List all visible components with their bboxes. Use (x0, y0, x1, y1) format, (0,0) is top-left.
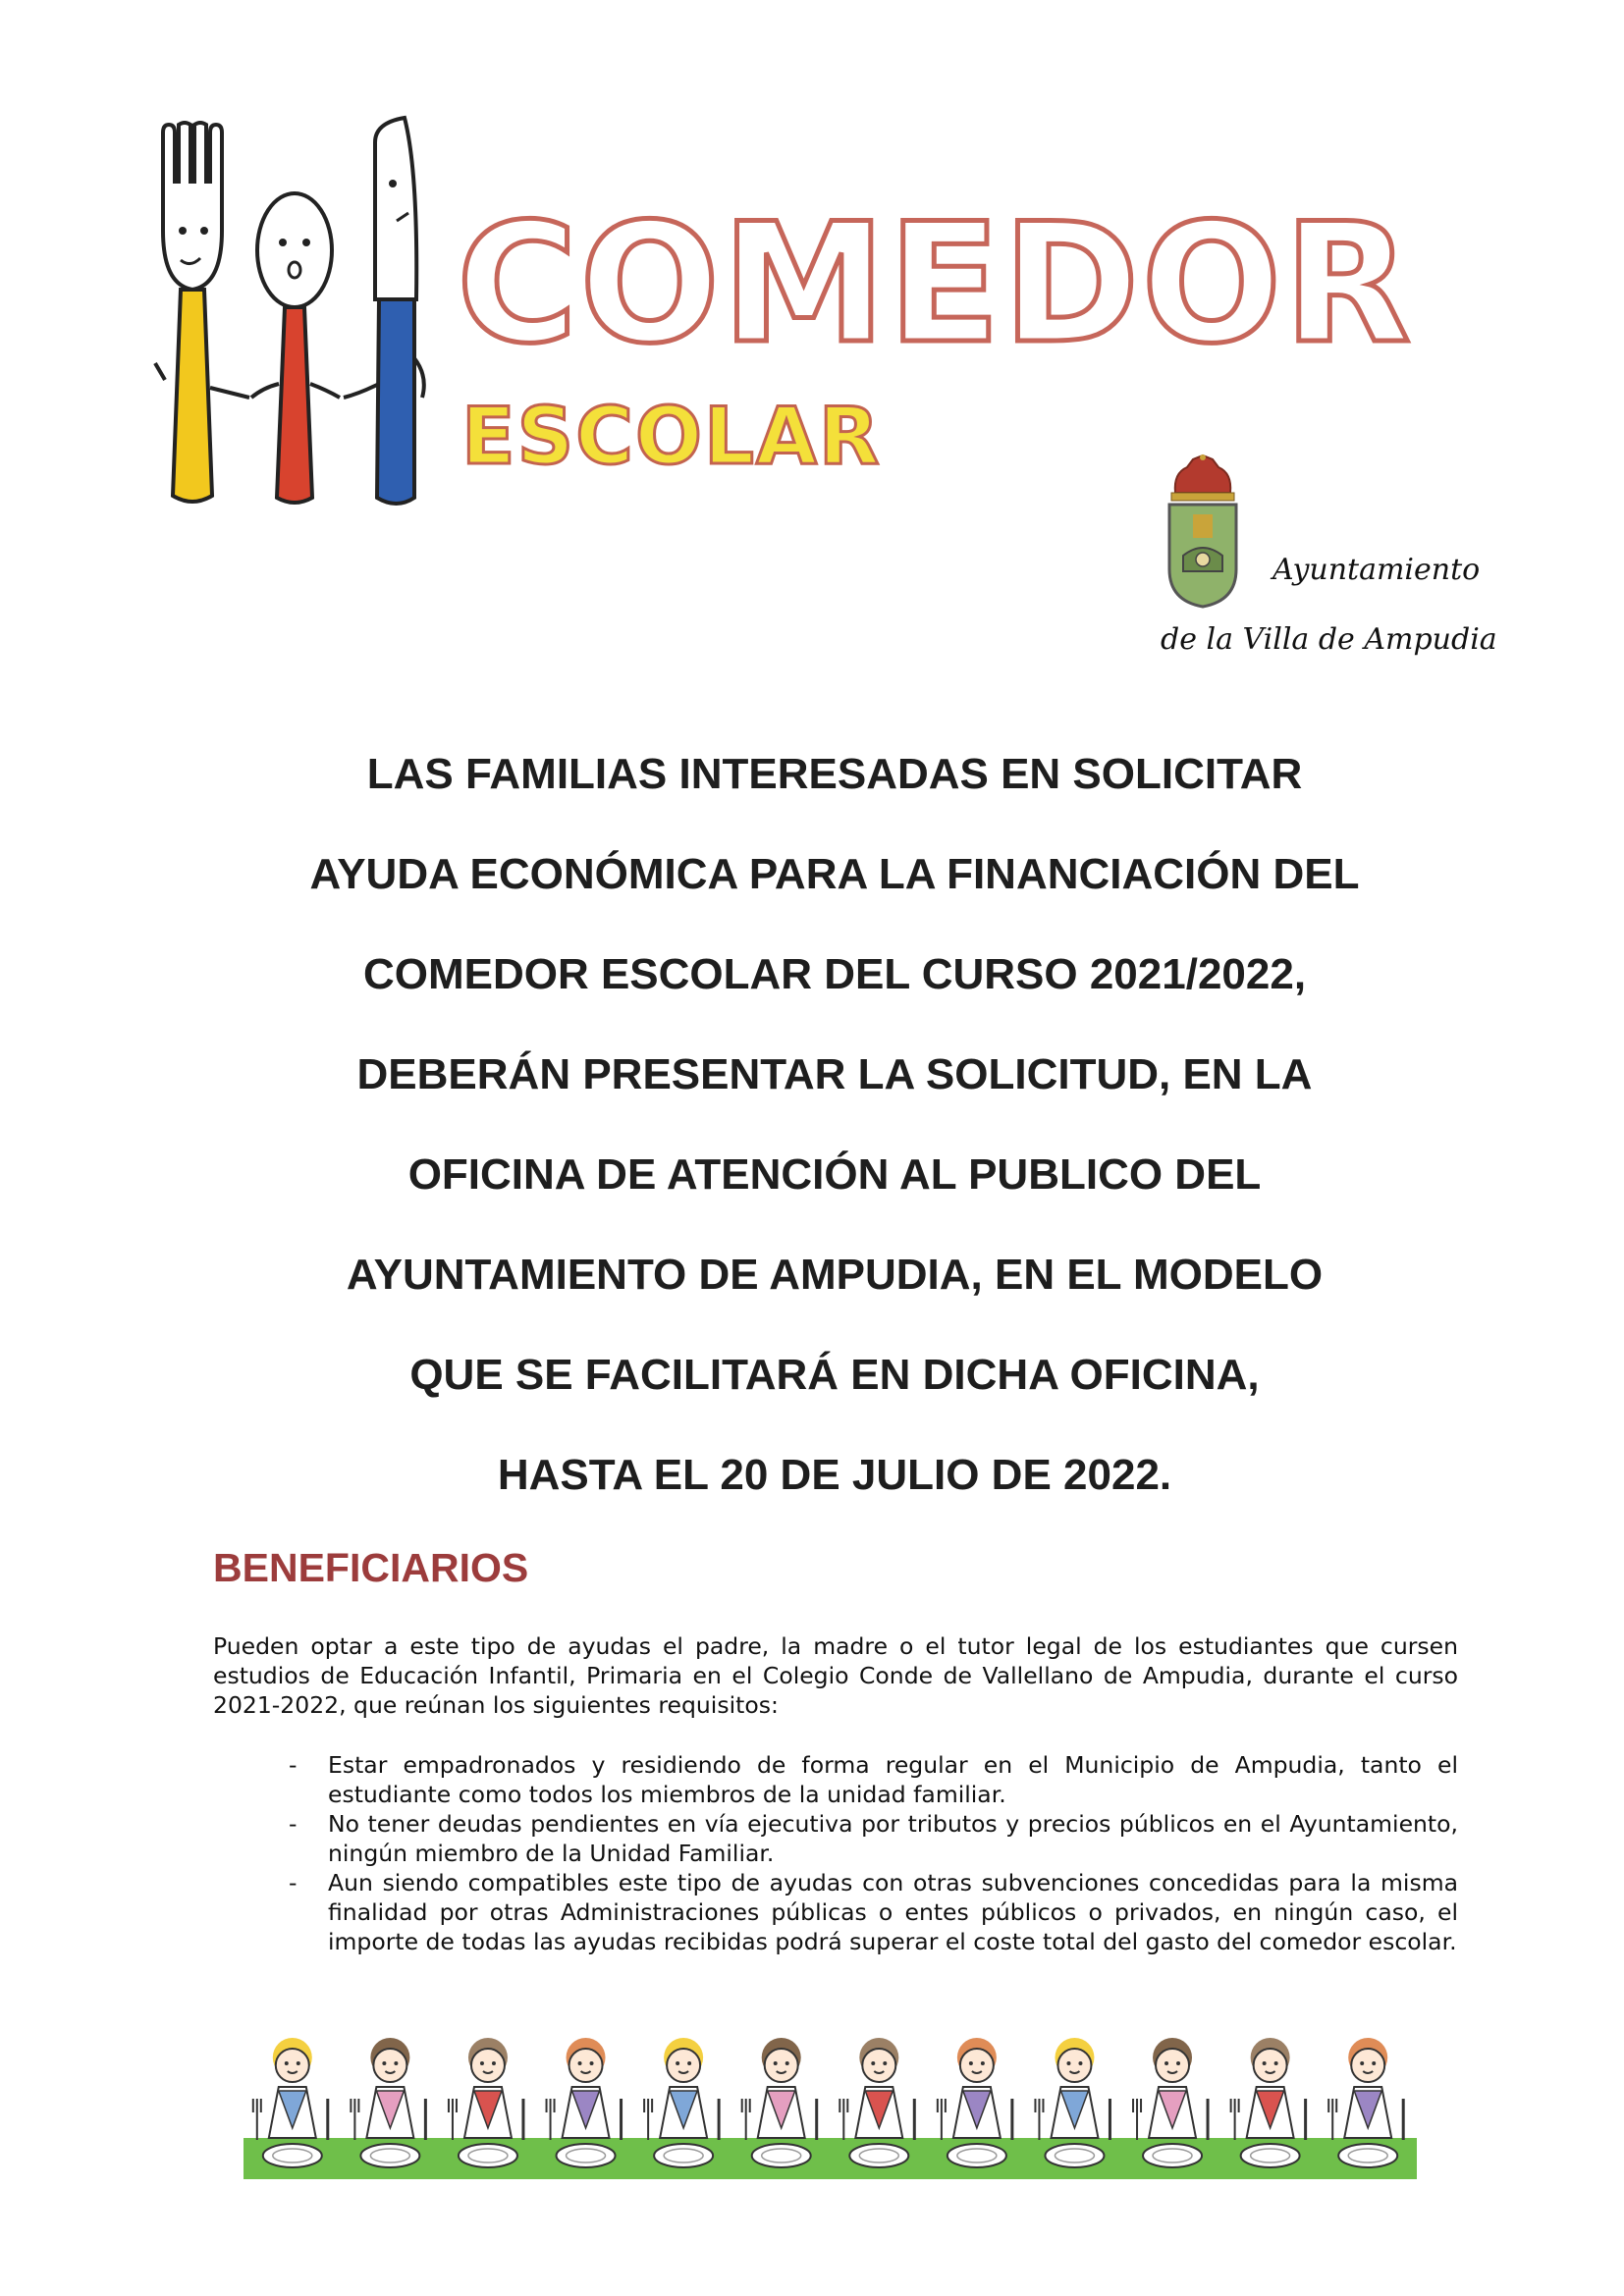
cutlery-characters-icon (147, 113, 442, 515)
list-item (285, 1750, 1458, 1809)
list-item-text: Aun siendo compatibles este tipo de ayudas con otras subvenciones concedidas para la misma finalidad por otras Administraciones públicas o entes públicos o privados, en ningún caso, el importe de todas las ayudas recibidas podrá superar el coste total del gasto del comedor escolar. (328, 1869, 1458, 1955)
headline-line: OFICINA DE ATENCIÓN AL PUBLICO DEL (407, 1150, 1262, 1199)
list-dash: - (289, 1869, 298, 1896)
headline-line: AYUNTAMIENTO DE AMPUDIA, EN EL MODELO (346, 1251, 1324, 1299)
town-name-line1: Ayuntamiento (1272, 553, 1481, 587)
list-item-text: Estar empadronados y residiendo de forma regular en el Municipio de Ampudia, tanto el estudiante como todos los miembros de la unidad familiar. (328, 1751, 1458, 1808)
logo-subtitle: ESCOLAR (461, 391, 882, 482)
knife-character-icon (344, 118, 424, 504)
children-dining-table-icon (244, 2030, 1417, 2182)
list-item-text: No tener deudas pendientes en vía ejecutiva por tributos y precios públicos en el Ayuntamiento, ningún miembro de la Unidad Familiar. (328, 1810, 1458, 1867)
list-dash: - (289, 1810, 298, 1838)
list-dash: - (289, 1751, 298, 1779)
headline-line: HASTA EL 20 DE JULIO DE 2022. (497, 1451, 1172, 1499)
beneficiarios-intro: Pueden optar a este tipo de ayudas el padre, la madre o el tutor legal de los estudiantes que cursen estudios de Educación Infantil, Primaria en el Colegio Conde de Vallellano de Ampudia, durante el curso 2021-2022, que reúnan los siguientes requisitos: (213, 1632, 1458, 1719)
list-item (285, 1868, 1458, 1956)
coat-of-arms-icon (1164, 454, 1242, 609)
headline-line: DEBERÁN PRESENTAR LA SOLICITUD, EN LA (356, 1050, 1313, 1098)
notice-headline (196, 734, 1473, 1535)
logo-title: COMEDOR (457, 187, 1413, 380)
section-title-beneficiarios: BENEFICIARIOS (213, 1545, 529, 1590)
headline-line: AYUDA ECONÓMICA PARA LA FINANCIACIÓN DEL (309, 850, 1360, 898)
headline-line: COMEDOR ESCOLAR DEL CURSO 2021/2022, (362, 950, 1307, 998)
list-item (285, 1809, 1458, 1868)
spoon-character-icon (251, 193, 340, 503)
headline-line: LAS FAMILIAS INTERESADAS EN SOLICITAR (366, 750, 1303, 798)
headline-line: QUE SE FACILITARÁ EN DICHA OFICINA, (409, 1351, 1260, 1399)
fork-character-icon (155, 123, 249, 502)
requirements-list (285, 1750, 1458, 1956)
town-name-line2: de la Villa de Ampudia (1161, 622, 1497, 657)
